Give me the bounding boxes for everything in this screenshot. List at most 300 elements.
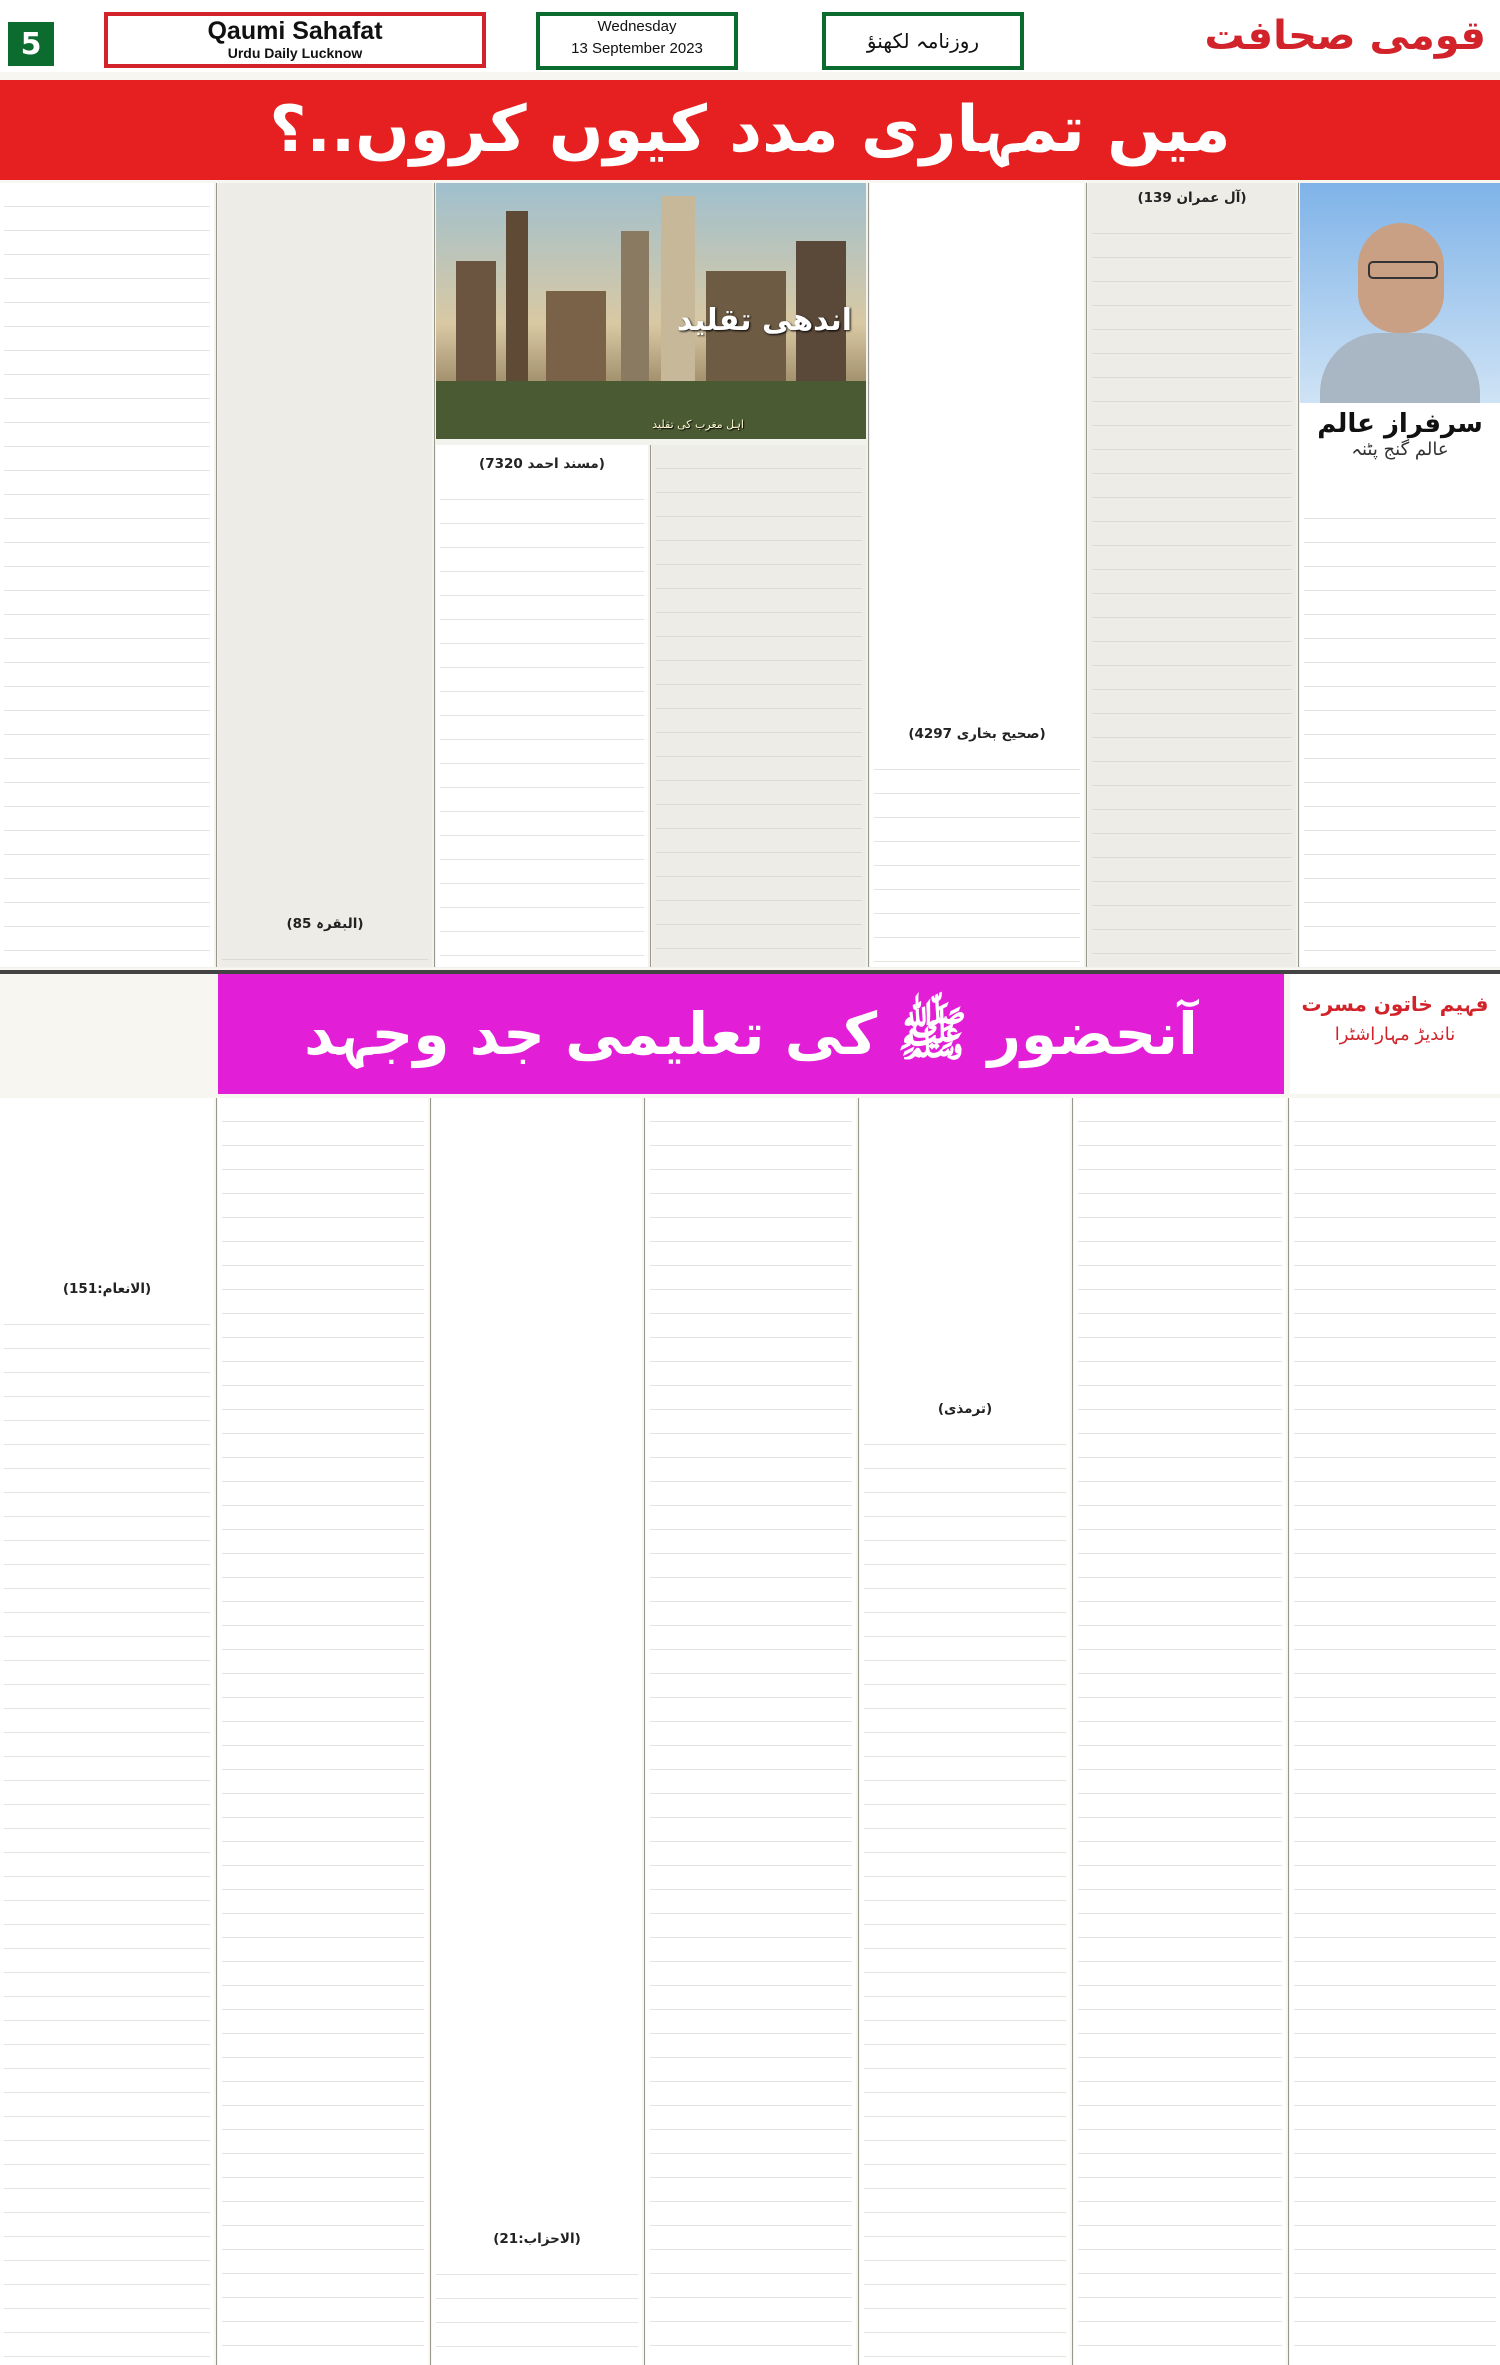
text-line — [4, 471, 210, 495]
text-line — [4, 495, 210, 519]
text-line — [222, 1218, 424, 1242]
text-line — [650, 1578, 852, 1602]
text-line — [4, 1517, 210, 1541]
column-rule — [1086, 183, 1087, 967]
text-line — [222, 1746, 424, 1770]
text-line — [1078, 1866, 1282, 1890]
text-line — [1092, 858, 1292, 882]
text-line — [1294, 2250, 1496, 2274]
text-line — [222, 936, 428, 960]
text-line — [4, 1709, 210, 1733]
text-line — [222, 2106, 424, 2130]
text-line — [1092, 834, 1292, 858]
text-line — [1078, 1386, 1282, 1410]
text-line — [1294, 2106, 1496, 2130]
text-line — [864, 1853, 1066, 1877]
text-line — [1078, 1554, 1282, 1578]
text-line — [1092, 786, 1292, 810]
text-line — [1304, 711, 1496, 735]
day-label: Wednesday — [597, 18, 677, 35]
text-line — [1294, 1770, 1496, 1794]
text-line — [656, 637, 862, 661]
article2-column-3 — [860, 1098, 1070, 2365]
text-line — [222, 1170, 424, 1194]
text-line — [874, 962, 1080, 967]
text-line — [864, 1445, 1066, 1469]
text-line — [4, 1781, 210, 1805]
text-line — [650, 1602, 852, 1626]
text-line — [1294, 1722, 1496, 1746]
text-line — [4, 399, 210, 423]
text-line — [864, 1613, 1066, 1637]
text-line — [1294, 2154, 1496, 2178]
text-line — [1092, 330, 1292, 354]
text-line — [1078, 1482, 1282, 1506]
text-line — [1078, 2346, 1282, 2365]
text-line — [874, 770, 1080, 794]
text-line — [1294, 2298, 1496, 2322]
text-line — [650, 2154, 852, 2178]
text-line — [1294, 1698, 1496, 1722]
text-line — [656, 757, 862, 781]
text-line — [1304, 639, 1496, 663]
column-rule — [650, 445, 651, 967]
text-line — [222, 1506, 424, 1530]
text-line — [1092, 642, 1292, 666]
text-line — [4, 807, 210, 831]
text-line — [1078, 2106, 1282, 2130]
text-line — [864, 1997, 1066, 2021]
text-line — [864, 1661, 1066, 1685]
article1-column-1 — [1300, 495, 1500, 967]
text-line — [650, 2226, 852, 2250]
text-line — [4, 879, 210, 903]
text-line — [4, 735, 210, 759]
text-line — [4, 1397, 210, 1421]
text-line — [1294, 1842, 1496, 1866]
text-line — [1304, 519, 1496, 543]
text-line — [1294, 1386, 1496, 1410]
text-line — [222, 1482, 424, 1506]
text-line — [4, 1997, 210, 2021]
text-line — [1294, 2202, 1496, 2226]
text-line — [1294, 1914, 1496, 1938]
text-line — [1078, 2250, 1282, 2274]
text-line — [1078, 1242, 1282, 1266]
text-line — [1294, 2274, 1496, 2298]
masthead — [0, 0, 1500, 72]
quote-ref: (مسند احمد 7320) — [479, 456, 605, 472]
text-line — [650, 1146, 852, 1170]
text-line — [874, 842, 1080, 866]
text-line — [4, 687, 210, 711]
text-line — [222, 1290, 424, 1314]
text-line — [222, 1890, 424, 1914]
text-line — [650, 1242, 852, 1266]
text-line — [656, 589, 862, 613]
column-rule — [216, 1098, 217, 2365]
text-line — [1078, 1098, 1282, 1122]
text-line — [1294, 1122, 1496, 1146]
text-line — [4, 2213, 210, 2237]
text-line — [1078, 1266, 1282, 1290]
text-line — [656, 469, 862, 493]
text-line — [1294, 1146, 1496, 1170]
text-line — [656, 565, 862, 589]
text-line — [656, 709, 862, 733]
text-line — [864, 1757, 1066, 1781]
text-line — [440, 956, 644, 967]
text-line — [650, 2058, 852, 2082]
text-line — [1078, 1722, 1282, 1746]
text-line — [1304, 567, 1496, 591]
text-line — [4, 1349, 210, 1373]
text-line — [222, 1362, 424, 1386]
text-line — [222, 1458, 424, 1482]
text-line — [656, 901, 862, 925]
text-line — [1294, 1938, 1496, 1962]
text-line — [656, 493, 862, 517]
text-line — [650, 1770, 852, 1794]
column-rule — [1288, 1098, 1289, 2365]
text-line — [650, 1122, 852, 1146]
text-line — [650, 1842, 852, 1866]
text-line — [222, 2058, 424, 2082]
text-line — [4, 423, 210, 447]
text-line — [1092, 762, 1292, 786]
text-line — [650, 1386, 852, 1410]
text-line — [222, 1578, 424, 1602]
text-line — [222, 2154, 424, 2178]
text-line — [440, 476, 644, 500]
text-line — [1294, 1434, 1496, 1458]
text-line — [222, 960, 428, 967]
text-line — [4, 1541, 210, 1565]
text-line — [222, 1530, 424, 1554]
quote-ref: (آل عمران 139) — [1137, 190, 1247, 206]
text-line — [222, 2346, 424, 2365]
text-line — [1304, 951, 1496, 967]
text-line — [4, 2357, 210, 2365]
text-line — [436, 2323, 638, 2347]
text-line — [1294, 1602, 1496, 1626]
text-line — [656, 829, 862, 853]
text-line — [650, 2082, 852, 2106]
text-line — [1078, 1818, 1282, 1842]
article1-column-7 — [0, 183, 214, 967]
text-line — [1294, 1530, 1496, 1554]
text-line — [222, 1314, 424, 1338]
text-line — [1078, 2130, 1282, 2154]
text-line — [1078, 1602, 1282, 1626]
text-line — [1304, 927, 1496, 951]
text-line — [1294, 1890, 1496, 1914]
text-line — [1294, 1986, 1496, 2010]
text-line — [4, 183, 210, 207]
quote-ref: (البقرہ 85) — [286, 916, 364, 932]
text-line — [1092, 426, 1292, 450]
column-rule — [1298, 183, 1299, 967]
text-line — [4, 1685, 210, 1709]
text-line — [440, 788, 644, 812]
text-line — [650, 1290, 852, 1314]
text-line — [1304, 615, 1496, 639]
text-line — [650, 1554, 852, 1578]
article2-author-name: فہیم خاتون مسرت — [1301, 992, 1489, 1016]
paper-name-box — [104, 12, 486, 68]
text-line — [1092, 450, 1292, 474]
text-line — [1294, 2082, 1496, 2106]
text-line — [650, 2178, 852, 2202]
text-line — [1294, 2058, 1496, 2082]
text-line — [1078, 2322, 1282, 2346]
text-line — [650, 1266, 852, 1290]
text-line — [1304, 831, 1496, 855]
text-line — [1078, 1890, 1282, 1914]
text-line — [650, 2322, 852, 2346]
text-line — [1078, 1314, 1282, 1338]
text-line — [4, 1853, 210, 1877]
text-line — [650, 2298, 852, 2322]
text-line — [1294, 2130, 1496, 2154]
text-line — [1078, 1746, 1282, 1770]
text-line — [656, 853, 862, 877]
article2-column-6 — [218, 1098, 428, 2365]
text-line — [4, 1805, 210, 1829]
text-line — [4, 327, 210, 351]
text-line — [656, 925, 862, 949]
text-line — [1304, 855, 1496, 879]
text-line — [864, 2045, 1066, 2069]
text-line — [874, 866, 1080, 890]
text-line — [4, 1973, 210, 1997]
text-line — [650, 1362, 852, 1386]
article1-headline: میں تمہاری مدد کیوں کروں..؟ — [0, 80, 1500, 180]
text-line — [1294, 1650, 1496, 1674]
text-line — [656, 805, 862, 829]
text-line — [1294, 1338, 1496, 1362]
text-line — [874, 938, 1080, 962]
text-line — [1294, 1242, 1496, 1266]
text-line — [222, 1626, 424, 1650]
text-line — [650, 1674, 852, 1698]
text-line — [864, 2069, 1066, 2093]
reference: (الاحزاب:21) — [493, 2231, 581, 2247]
text-line — [1092, 570, 1292, 594]
text-line — [1294, 1794, 1496, 1818]
text-line — [222, 2226, 424, 2250]
column-rule — [434, 183, 435, 967]
text-line — [4, 903, 210, 927]
text-line — [864, 2117, 1066, 2141]
text-line — [1294, 1170, 1496, 1194]
text-line — [656, 949, 862, 967]
text-line — [650, 2346, 852, 2365]
text-line — [1078, 1434, 1282, 1458]
article1-column-3 — [870, 183, 1084, 967]
text-line — [1294, 1506, 1496, 1530]
article2-headline: آنحضور ﷺ کی تعلیمی جد وجہد — [218, 974, 1284, 1094]
daily-label-ur: روزنامہ لکھنؤ — [822, 12, 1024, 70]
text-line — [1092, 906, 1292, 930]
text-line — [222, 1242, 424, 1266]
text-line — [864, 1589, 1066, 1613]
text-line — [650, 1458, 852, 1482]
text-line — [1294, 2226, 1496, 2250]
article2-column-2 — [1074, 1098, 1286, 2365]
text-line — [4, 519, 210, 543]
text-line — [4, 1901, 210, 1925]
text-line — [4, 1469, 210, 1493]
text-line — [222, 1098, 424, 1122]
text-line — [1078, 1914, 1282, 1938]
text-line — [4, 255, 210, 279]
text-line — [1294, 1410, 1496, 1434]
text-line — [1304, 543, 1496, 567]
text-line — [222, 1770, 424, 1794]
text-line — [436, 2347, 638, 2365]
text-line — [656, 445, 862, 469]
text-line — [874, 818, 1080, 842]
text-line — [650, 1914, 852, 1938]
text-line — [222, 1794, 424, 1818]
text-line — [440, 548, 644, 572]
text-line — [222, 2034, 424, 2058]
text-line — [864, 2213, 1066, 2237]
text-line — [1092, 258, 1292, 282]
text-line — [222, 2298, 424, 2322]
text-line — [1294, 1626, 1496, 1650]
text-line — [1294, 1818, 1496, 1842]
text-line — [1092, 594, 1292, 618]
text-line — [1092, 738, 1292, 762]
text-line — [440, 764, 644, 788]
text-line — [650, 1866, 852, 1890]
text-line — [656, 877, 862, 901]
column-rule — [216, 183, 217, 967]
text-line — [1078, 2178, 1282, 2202]
text-line — [864, 2309, 1066, 2333]
text-line — [864, 2021, 1066, 2045]
text-line — [1294, 1482, 1496, 1506]
text-line — [650, 1338, 852, 1362]
text-line — [1294, 2010, 1496, 2034]
text-line — [864, 1805, 1066, 1829]
text-line — [4, 351, 210, 375]
paper-name-en: Qaumi Sahafat — [207, 17, 383, 45]
text-line — [4, 1421, 210, 1445]
text-line — [864, 1685, 1066, 1709]
text-line — [1304, 759, 1496, 783]
text-line — [650, 1530, 852, 1554]
text-line — [650, 2202, 852, 2226]
text-line — [650, 1962, 852, 1986]
text-line — [864, 2141, 1066, 2165]
article1-column-5 — [436, 445, 648, 967]
text-line — [1078, 1410, 1282, 1434]
text-line — [1092, 474, 1292, 498]
text-line — [874, 746, 1080, 770]
text-line — [4, 2309, 210, 2333]
text-line — [222, 2250, 424, 2274]
text-line — [650, 2106, 852, 2130]
text-line — [4, 567, 210, 591]
text-line — [4, 855, 210, 879]
text-line — [650, 1698, 852, 1722]
text-line — [1294, 2034, 1496, 2058]
text-line — [656, 541, 862, 565]
text-line — [4, 207, 210, 231]
text-line — [1294, 1314, 1496, 1338]
text-line — [1294, 1746, 1496, 1770]
text-line — [864, 1517, 1066, 1541]
text-line — [1294, 1674, 1496, 1698]
text-line — [222, 2202, 424, 2226]
text-line — [222, 1122, 424, 1146]
text-line — [1078, 1794, 1282, 1818]
paper-subtitle-en: Urdu Daily Lucknow — [227, 45, 363, 61]
article2-column-5 — [432, 1098, 642, 2365]
text-line — [1304, 495, 1496, 519]
text-line — [222, 1674, 424, 1698]
text-line — [1078, 2010, 1282, 2034]
text-line — [1078, 1698, 1282, 1722]
text-line — [864, 1541, 1066, 1565]
text-line — [222, 1434, 424, 1458]
text-line — [1078, 1194, 1282, 1218]
text-line — [222, 1554, 424, 1578]
text-line — [650, 2250, 852, 2274]
text-line — [1092, 402, 1292, 426]
article2-byline — [1290, 974, 1500, 1094]
text-line — [1092, 666, 1292, 690]
column-rule — [644, 1098, 645, 2365]
text-line — [4, 2189, 210, 2213]
text-line — [4, 1829, 210, 1853]
text-line — [1294, 1290, 1496, 1314]
text-line — [222, 1818, 424, 1842]
text-line — [864, 2165, 1066, 2189]
text-line — [440, 524, 644, 548]
text-line — [222, 1410, 424, 1434]
text-line — [222, 2010, 424, 2034]
text-line — [222, 1650, 424, 1674]
text-line — [650, 1794, 852, 1818]
text-line — [222, 1962, 424, 1986]
text-line — [1092, 234, 1292, 258]
text-line — [864, 2237, 1066, 2261]
article1-column-6 — [218, 183, 432, 967]
text-line — [4, 2333, 210, 2357]
text-line — [1294, 2346, 1496, 2365]
text-line — [650, 1938, 852, 1962]
text-line — [436, 2275, 638, 2299]
text-line — [864, 1901, 1066, 1925]
text-line — [1078, 1842, 1282, 1866]
text-line — [650, 1626, 852, 1650]
text-line — [1294, 1554, 1496, 1578]
text-line — [1092, 714, 1292, 738]
text-line — [4, 2165, 210, 2189]
text-line — [864, 2261, 1066, 2285]
text-line — [864, 1469, 1066, 1493]
text-line — [4, 591, 210, 615]
text-line — [440, 620, 644, 644]
text-line — [656, 781, 862, 805]
author-photo — [1300, 183, 1500, 403]
text-line — [440, 932, 644, 956]
text-line — [1294, 1866, 1496, 1890]
